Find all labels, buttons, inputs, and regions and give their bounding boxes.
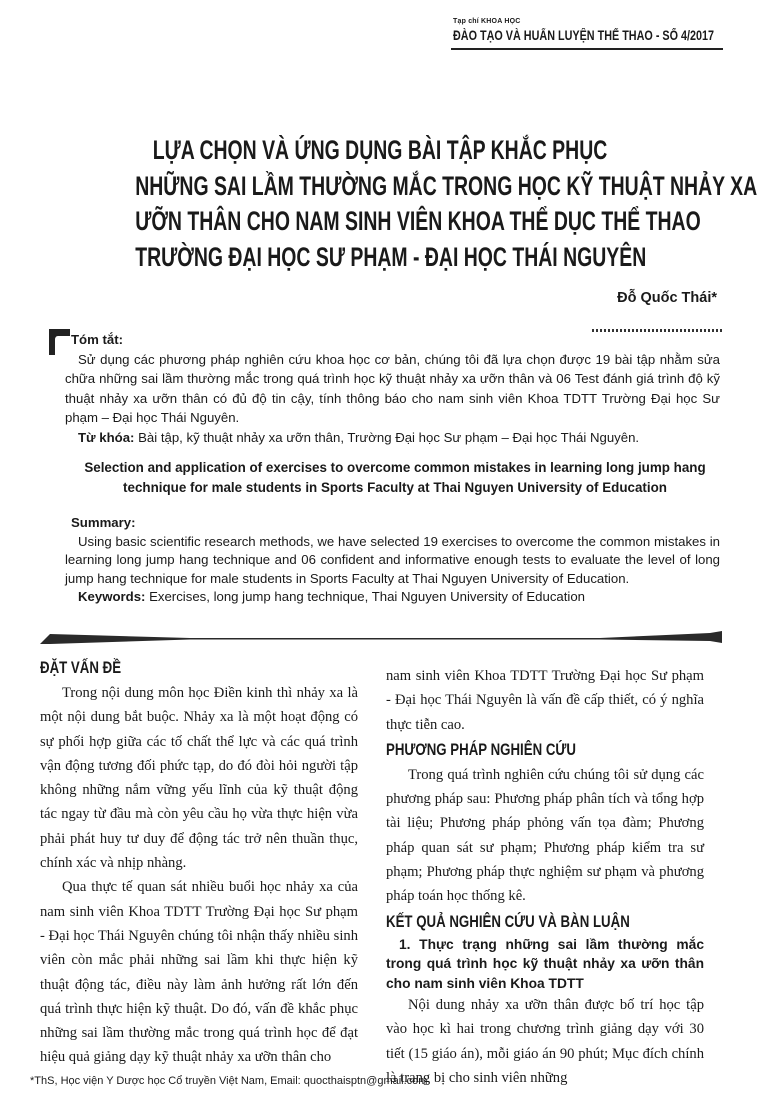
body-paragraph: nam sinh viên Khoa TDTT Trường Đại học Sư phạm - Đại học Thái Nguyên là vấn đề cấp thiết, có ý nghĩa thực tiễn cao. (386, 668, 704, 733)
title-line: LỰA CHỌN VÀ ỨNG DỤNG BÀI TẬP KHẮC PHỤC (152, 135, 608, 165)
title-line: NHỮNG SAI LẦM THƯỜNG MẮC TRONG HỌC KỸ THUẬT NHẢY XA (135, 170, 757, 201)
section-heading-introduction: ĐẶT VẤN ĐỀ (40, 658, 122, 677)
keywords-text: Bài tập, kỹ thuật nhảy xa ưỡn thân, Trường Đại học Sư phạm – Đại học Thái Nguyên. (134, 429, 640, 445)
abstract-heading: Tóm tắt: (71, 332, 124, 347)
section-heading-results: KẾT QUẢ NGHIÊN CỨU VÀ BÀN LUẬN (386, 911, 630, 931)
body-paragraph: Nội dung nhảy xa ưỡn thân được bố trí học tập vào học kì hai trong chương trình giảng dạy với 30 tiết (15 giáo án), mỗi giáo án 90 phút; Mục đích chính là trang bị cho sinh viên những (386, 997, 704, 1087)
english-title: Selection and application of exercises to overcome common mistakes in learning long jump hang technique for male students in Sports Faculty at Thai Nguyen University of Education (84, 460, 706, 495)
summary-text: Using basic scientific research methods, we have selected 19 exercises to overcome the common mistakes in learning long jump hang technique and 06 confident and informative enough tests to evaluate the level of long jump hang technique for male students in Sports Faculty at Thai Nguyen University of Education. (65, 533, 720, 586)
summary-en (65, 514, 720, 607)
journal-small-label: Tạp chí KHOA HỌC (453, 18, 521, 25)
abstract-vi (65, 330, 720, 447)
summary-keywords (65, 588, 720, 607)
body-paragraph: Trong nội dung môn học Điền kinh thì nhảy xa là một nội dung bắt buộc. Nhảy xa là một hoạt động có sự phối hợp giữa các tố chất thể lực và các quá trình vận động tương đối phức tạp, do đó đòi hỏi người tập không những nắm vững yếu lĩnh của kỹ thuật động tác ngay từ đầu mà còn yêu cầu họ vừa thực hiện vừa phải phát huy tư duy để động tác trở nên thuần thục, chính xác và nhịp nhàng. (40, 685, 358, 872)
header-rule (451, 48, 723, 50)
article-title (135, 133, 757, 275)
footnote: *ThS, Học viện Y Dược học Cổ truyền Việt Nam, Email: quocthaisptn@gmail.com (30, 1075, 428, 1087)
title-line: TRƯỜNG ĐẠI HỌC SƯ PHẠM - ĐẠI HỌC THÁI NGUYÊN (135, 241, 647, 272)
body-paragraph: Trong quá trình nghiên cứu chúng tôi sử dụng các phương pháp sau: Phương pháp phân tích và tổng hợp tài liệu; Phương pháp phỏng vấn tọa đàm; Phương pháp quan sát sư phạm; Phương pháp kiểm tra sư phạm; Phương pháp thực nghiệm sư phạm và phương pháp toán học thống kê. (386, 766, 704, 905)
body-column-right (386, 664, 704, 1090)
body-paragraph: Qua thực tế quan sát nhiều buổi học nhảy xa của nam sinh viên Khoa TDTT Trường Đại học Sư phạm - Đại học Thái Nguyên chúng tôi nhận thấy nhiều sinh viên còn mắc phải những sai lầm khi thực hiện kỹ thuật động tác, điều này làm ảnh hưởng rất lớn đến quá trình thực hiện kỹ thuật. Do đó, vấn đề khắc phục những sai lầm thường mắc trong quá trình học để đạt hiệu quả giảng dạy kỹ thuật nhảy xa ưỡn thân cho (40, 879, 358, 1066)
title-line: ƯỠN THÂN CHO NAM SINH VIÊN KHOA THỂ DỤC THỂ THAO (135, 206, 701, 236)
keywords-text: Exercises, long jump hang technique, Thai Nguyen University of Education (145, 589, 586, 604)
subsection-heading: 1. Thực trạng những sai lầm thường mắc trong quá trình học kỹ thuật nhảy xa ưỡn thân cho nam sinh viên Khoa TDTT (386, 936, 704, 991)
issue-number: - SỐ 4/2017 (655, 28, 715, 43)
keywords-label: Keywords: (78, 589, 146, 604)
journal-header (453, 28, 714, 43)
journal-name: ĐÀO TẠO VÀ HUẤN LUYỆN THỂ THAO (453, 28, 653, 43)
abstract-keywords (65, 428, 720, 448)
section-heading-methods: PHƯƠNG PHÁP NGHIÊN CỨU (386, 739, 577, 759)
section-divider (40, 630, 722, 646)
abstract-text: Sử dụng các phương pháp nghiên cứu khoa học cơ bản, chúng tôi đã lựa chọn được 19 bài tập nhằm sửa chữa những sai lầm thường mắc trong quá trình học kỹ thuật nhảy xa ưỡn thân và 06 Test đánh giá trình độ kỹ thuật nhảy xa ưỡn thân có đủ độ tin cậy, tính thông báo cho nam sinh viên Khoa TDTT Trường Đại học Sư phạm – Đại học Thái Nguyên. (65, 351, 720, 425)
summary-heading: Summary: (71, 515, 136, 530)
body-column-left (40, 655, 358, 1070)
keywords-label: Từ khóa: (78, 429, 135, 445)
author-name: Đỗ Quốc Thái* (617, 290, 717, 306)
